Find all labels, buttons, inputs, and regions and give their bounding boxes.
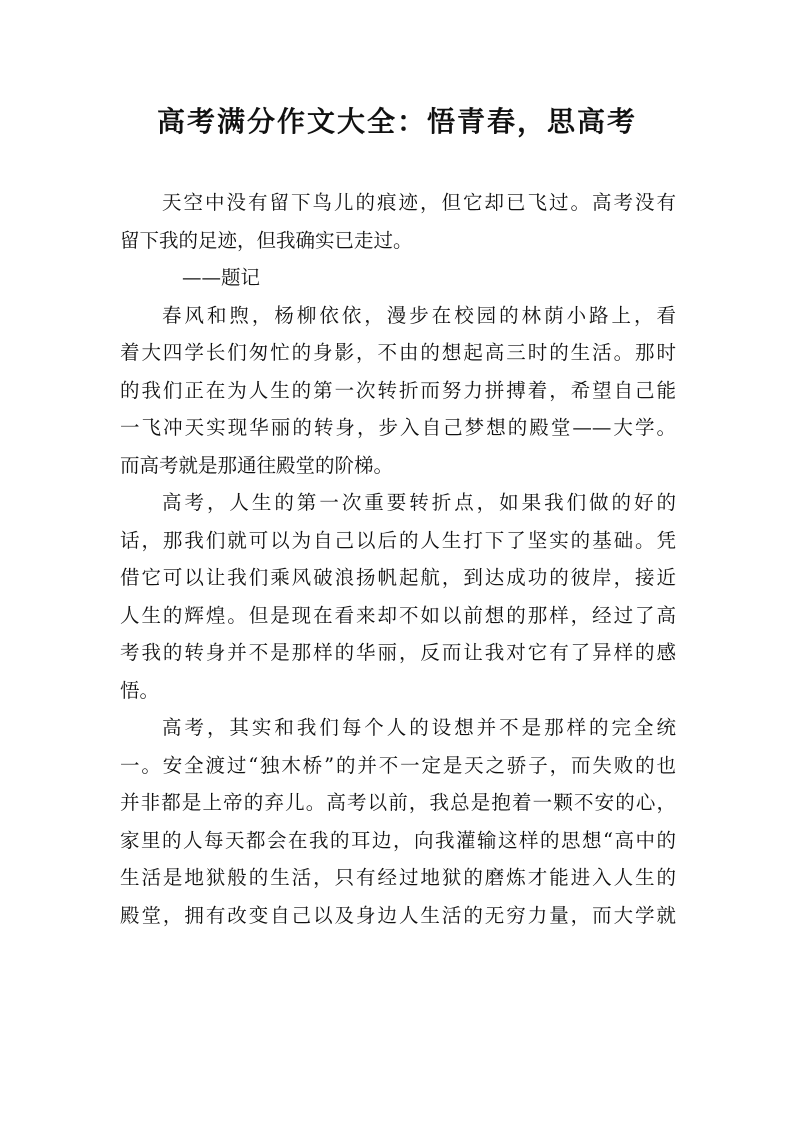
text-line: 家里的人每天都会在我的耳边，向我灌输这样的思想“高中的 <box>120 828 676 852</box>
text-line: 高考，其实和我们每个人的设想并不是那样的完全统 <box>162 716 676 739</box>
text-line: 借它可以让我们乘风破浪扬帆起航，到达成功的彼岸，接近 <box>120 566 676 589</box>
text-line: 着大四学长们匆忙的身影，不由的想起高三时的生活。那时 <box>120 341 676 364</box>
text-line: 并非都是上帝的弃儿。高考以前，我总是抱着一颗不安的心， <box>120 791 676 814</box>
document-title: 高考满分作文大全：悟青春，思高考 <box>156 105 637 138</box>
text-line: 一。安全渡过“独木桥”的并不一定是天之骄子，而失败的也 <box>120 753 676 777</box>
essay-body <box>120 184 676 934</box>
text-line: 悟。 <box>120 678 160 702</box>
text-line: 高考，人生的第一次重要转折点，如果我们做的好的 <box>162 491 676 514</box>
text-line: 一飞冲天实现华丽的转身，步入自己梦想的殿堂——大学。 <box>120 416 676 439</box>
text-line: 人生的辉煌。但是现在看来却不如以前想的那样，经过了高 <box>120 603 676 627</box>
text-line: 留下我的足迹，但我确实已走过。 <box>120 228 413 252</box>
text-line: 天空中没有留下鸟儿的痕迹，但它却已飞过。高考没有 <box>162 191 676 214</box>
text-line: 的我们正在为人生的第一次转折而努力拼搏着，希望自己能 <box>120 378 676 402</box>
epigraph-attribution: ——题记 <box>182 266 261 289</box>
text-line: 生活是地狱般的生活，只有经过地狱的磨炼才能进入人生的 <box>120 866 676 889</box>
text-line: 殿堂，拥有改变自己以及身边人生活的无穷力量，而大学就 <box>120 903 676 927</box>
text-line: 而高考就是那通往殿堂的阶梯。 <box>120 453 394 477</box>
text-line: 话，那我们就可以为自己以后的人生打下了坚实的基础。凭 <box>120 528 676 552</box>
text-line: 考我的转身并不是那样的华丽，反而让我对它有了异样的感 <box>120 641 676 664</box>
text-line: 春风和煦，杨柳依依，漫步在校园的林荫小路上，看 <box>162 303 676 327</box>
